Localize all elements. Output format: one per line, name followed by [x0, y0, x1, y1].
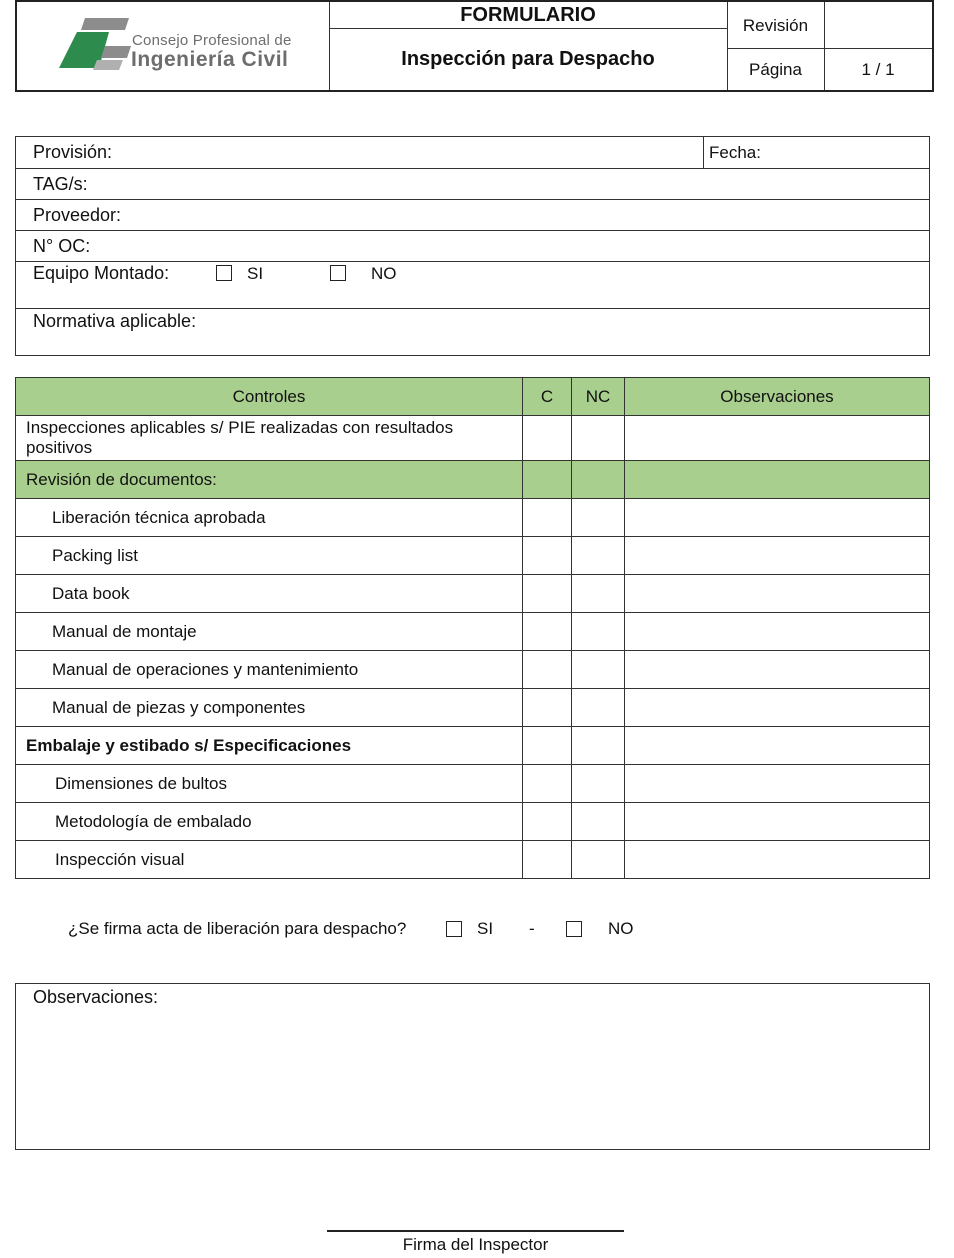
- c-cell[interactable]: [523, 613, 572, 651]
- row-label: Inspecciones aplicables s/ PIE realizadas con resultados positivos: [16, 416, 523, 461]
- despacho-no-checkbox[interactable]: [566, 921, 582, 937]
- table-row: [16, 841, 930, 879]
- row-label: Inspección visual: [16, 841, 523, 879]
- row-label: Data book: [16, 575, 523, 613]
- revision-label: Revisión: [742, 16, 809, 35]
- nc-cell[interactable]: [572, 651, 625, 689]
- page-value: 1 / 1: [861, 60, 895, 79]
- oc-label: N° OC:: [33, 236, 91, 256]
- equipo-si-checkbox[interactable]: [216, 265, 232, 281]
- table-row: [16, 537, 930, 575]
- obs-cell: [625, 461, 930, 499]
- nc-cell: [572, 461, 625, 499]
- nc-cell[interactable]: [572, 575, 625, 613]
- table-row: [16, 689, 930, 727]
- obs-cell[interactable]: [625, 727, 930, 765]
- obs-cell[interactable]: [625, 416, 930, 461]
- nc-cell[interactable]: [572, 727, 625, 765]
- c-cell[interactable]: [523, 537, 572, 575]
- obs-cell[interactable]: [625, 803, 930, 841]
- c-cell[interactable]: [523, 499, 572, 537]
- obs-cell[interactable]: [625, 765, 930, 803]
- table-row: [16, 575, 930, 613]
- nc-cell[interactable]: [572, 416, 625, 461]
- c-cell: [523, 461, 572, 499]
- despacho-question: [68, 918, 768, 942]
- c-cell[interactable]: [523, 575, 572, 613]
- c-cell[interactable]: [523, 727, 572, 765]
- fecha-label: Fecha:: [709, 143, 761, 162]
- c-cell[interactable]: [523, 689, 572, 727]
- proveedor-label: Proveedor:: [33, 205, 122, 225]
- controls-table: [15, 377, 930, 879]
- info-table: [15, 136, 930, 356]
- logo: [17, 2, 329, 90]
- question-text: ¿Se firma acta de liberación para despacho?: [68, 919, 407, 938]
- signature-line: [327, 1230, 624, 1232]
- observaciones-box[interactable]: [15, 983, 930, 1150]
- obs-cell[interactable]: [625, 537, 930, 575]
- table-header-row: [16, 378, 930, 416]
- nc-cell[interactable]: [572, 499, 625, 537]
- obs-cell[interactable]: [625, 575, 930, 613]
- table-row: [16, 416, 930, 461]
- page-label: Página: [749, 60, 802, 79]
- nc-cell[interactable]: [572, 803, 625, 841]
- equipo-no-label: NO: [371, 264, 397, 283]
- logo-icon: [57, 16, 137, 76]
- despacho-si-checkbox[interactable]: [446, 921, 462, 937]
- observaciones-label: Observaciones:: [33, 987, 159, 1007]
- c-cell[interactable]: [523, 651, 572, 689]
- table-row: [16, 651, 930, 689]
- form-title: Inspección para Despacho: [401, 48, 655, 70]
- col-controles: Controles: [16, 378, 523, 416]
- row-label: Revisión de documentos:: [16, 461, 523, 499]
- row-label: Liberación técnica aprobada: [16, 499, 523, 537]
- normativa-label: Normativa aplicable:: [33, 311, 197, 331]
- c-cell[interactable]: [523, 841, 572, 879]
- tags-label: TAG/s:: [33, 174, 88, 194]
- logo-line1: Consejo Profesional de: [132, 32, 292, 49]
- obs-cell[interactable]: [625, 841, 930, 879]
- row-label: Packing list: [16, 537, 523, 575]
- nc-cell[interactable]: [572, 689, 625, 727]
- nc-cell[interactable]: [572, 841, 625, 879]
- col-c: C: [523, 378, 572, 416]
- row-label: Manual de piezas y componentes: [16, 689, 523, 727]
- row-label: Manual de operaciones y mantenimiento: [16, 651, 523, 689]
- c-cell[interactable]: [523, 416, 572, 461]
- row-label: Embalaje y estibado s/ Especificaciones: [16, 727, 523, 765]
- obs-cell[interactable]: [625, 689, 930, 727]
- table-row: [16, 765, 930, 803]
- table-row: [16, 613, 930, 651]
- logo-line2: Ingeniería Civil: [131, 48, 289, 71]
- row-label: Metodología de embalado: [16, 803, 523, 841]
- despacho-no-label: NO: [608, 919, 634, 938]
- obs-cell[interactable]: [625, 499, 930, 537]
- equipo-no-checkbox[interactable]: [330, 265, 346, 281]
- col-nc: NC: [572, 378, 625, 416]
- signature-label: Firma del Inspector: [402, 1235, 549, 1254]
- despacho-si-label: SI: [477, 919, 494, 938]
- provision-label: Provisión:: [33, 142, 113, 162]
- row-label: Manual de montaje: [16, 613, 523, 651]
- table-row: [16, 499, 930, 537]
- obs-cell[interactable]: [625, 651, 930, 689]
- form-header: [15, 0, 934, 92]
- form-type: FORMULARIO: [460, 4, 596, 26]
- question-separator: -: [529, 919, 535, 938]
- table-row: [16, 803, 930, 841]
- table-row: [16, 727, 930, 765]
- obs-cell[interactable]: [625, 613, 930, 651]
- equipo-si-label: SI: [247, 264, 264, 283]
- nc-cell[interactable]: [572, 537, 625, 575]
- nc-cell[interactable]: [572, 765, 625, 803]
- row-label: Dimensiones de bultos: [16, 765, 523, 803]
- nc-cell[interactable]: [572, 613, 625, 651]
- c-cell[interactable]: [523, 803, 572, 841]
- equipo-montado-label: Equipo Montado:: [33, 263, 170, 283]
- col-observaciones: Observaciones: [625, 378, 930, 416]
- table-section-row: [16, 461, 930, 499]
- c-cell[interactable]: [523, 765, 572, 803]
